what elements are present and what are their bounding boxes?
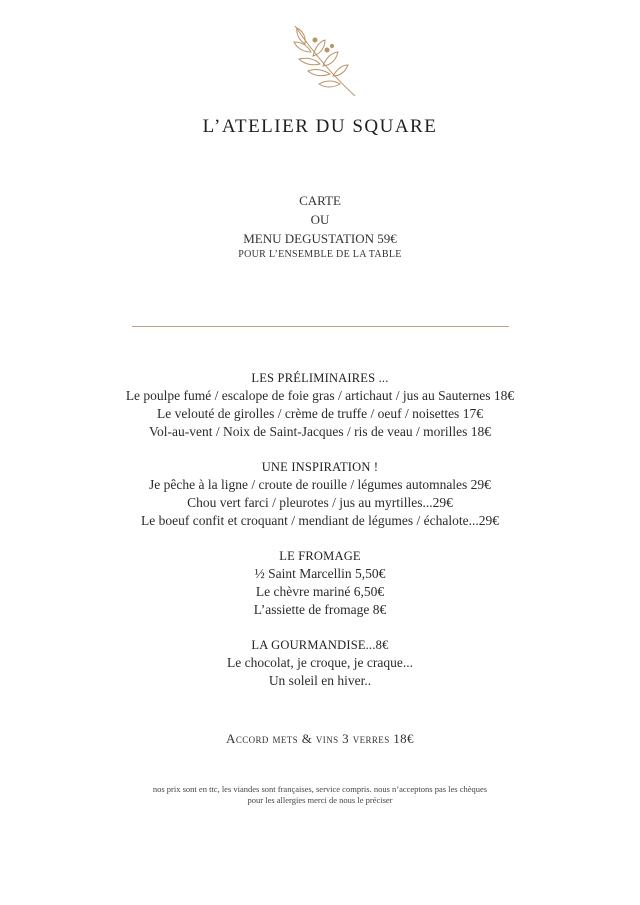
intro-carte: CARTE xyxy=(299,193,341,208)
menu-item: Le poulpe fumé / escalope de foie gras / artichaut / jus au Sauternes 18€ xyxy=(125,388,515,403)
footer-allergies-note: pour les allergies merci de nous le préciser xyxy=(247,795,393,805)
section-heading: UNE INSPIRATION ! xyxy=(261,460,379,474)
menu-item: Le boeuf confit et croquant / mendiant de légumes / échalote...29€ xyxy=(140,513,499,528)
restaurant-title: L’ATELIER DU SQUARE xyxy=(202,116,438,137)
section-heading: LA GOURMANDISE...8€ xyxy=(251,638,389,652)
menu-item: Chou vert farci / pleurotes / jus au myrtilles...29€ xyxy=(187,495,453,510)
menu-item: Un soleil en hiver.. xyxy=(268,673,372,688)
section-heading: LES PRÉLIMINAIRES ... xyxy=(251,371,389,385)
menu-list xyxy=(0,370,640,708)
menu-section-preliminaires xyxy=(0,370,640,441)
footer-notes xyxy=(0,784,640,806)
menu-item: Le velouté de girolles / crème de truffe / oeuf / noisettes 17€ xyxy=(157,406,483,421)
menu-item: Le chèvre mariné 6,50€ xyxy=(255,584,385,599)
menu-section-gourmandise xyxy=(0,637,640,690)
menu-item: Vol-au-vent / Noix de Saint-Jacques / ris de veau / morilles 18€ xyxy=(148,424,492,439)
divider xyxy=(132,326,509,327)
menu-item: L’assiette de fromage 8€ xyxy=(253,602,387,617)
menu-section-inspiration xyxy=(0,459,640,530)
intro-menu-degustation: MENU DEGUSTATION 59€ xyxy=(243,231,397,246)
menu-section-fromage xyxy=(0,548,640,619)
wine-pairing: Accord mets & vins 3 verres 18€ xyxy=(226,731,414,746)
menu-item: Le chocolat, je croque, je craque... xyxy=(227,655,413,670)
intro-block xyxy=(0,191,640,262)
intro-note: POUR L’ENSEMBLE DE LA TABLE xyxy=(238,249,402,260)
footer-prices-note: nos prix sont en ttc, les viandes sont françaises, service compris. nous n’acceptons pas les chèques xyxy=(152,784,488,794)
olive-branch-icon xyxy=(285,18,360,98)
intro-ou: OU xyxy=(310,212,330,227)
menu-item: Je pêche à la ligne / croute de rouille / légumes automnales 29€ xyxy=(149,477,491,492)
section-heading: LE FROMAGE xyxy=(279,549,361,563)
menu-item: ½ Saint Marcellin 5,50€ xyxy=(254,566,386,581)
